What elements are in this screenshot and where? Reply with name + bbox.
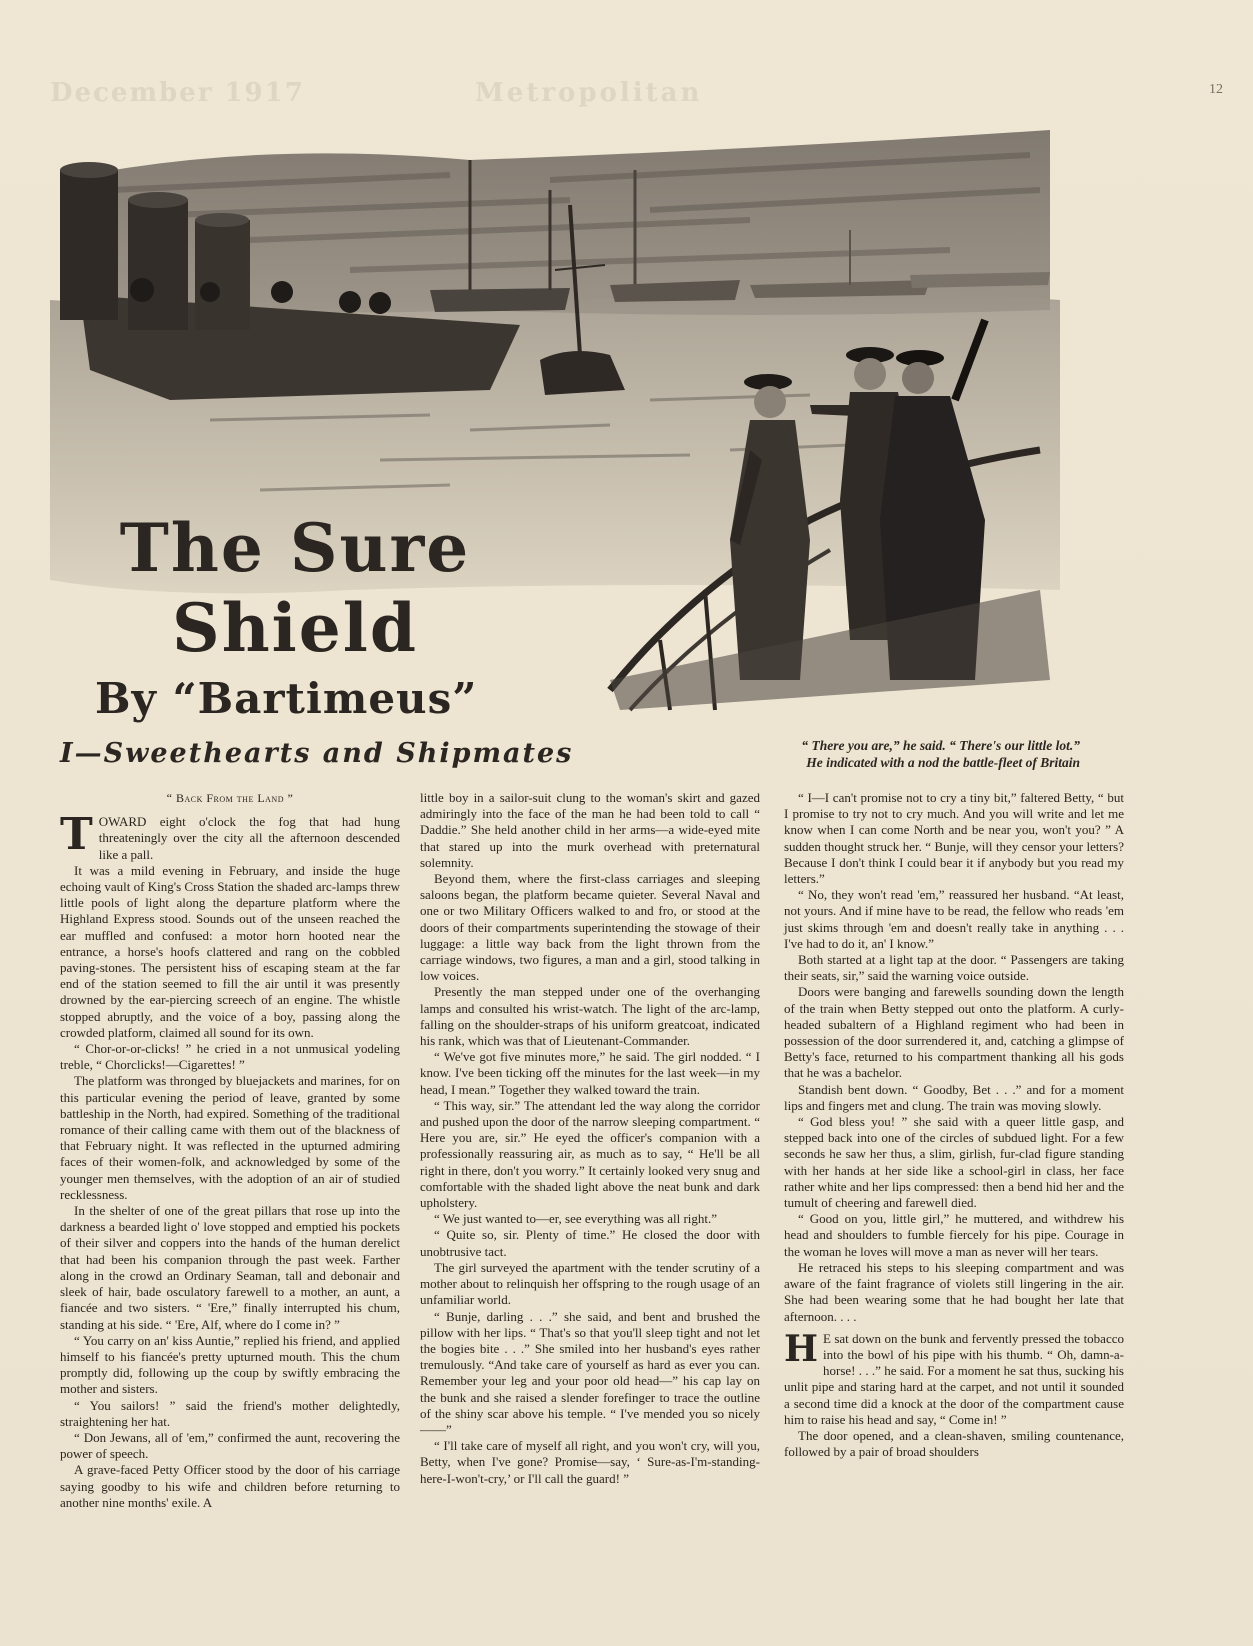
paragraph: “ You carry on an' kiss Auntie,” replied his friend, and applied himself to his fiancée's pretty upturned mouth. This the chum promptly did, following up the coup by swiftly embracing the mother and sisters. xyxy=(60,1332,400,1397)
paragraph: “ I—I can't promise not to cry a tiny bit,” faltered Betty, “ but I promise to try not to cry much. And you will write and let me know when I can come North and be near you, won't you? ” A sudden thought struck her. “ Bunje, will they censor your letters? Because I don't think I could bear it if anybody but you read my letters.” xyxy=(784,790,1124,887)
paragraph: The door opened, and a clean-shaven, smiling countenance, followed by a pair of broad shoulders xyxy=(784,1427,1124,1460)
paragraph: little boy in a sailor-suit clung to the woman's skirt and gazed admiringly into the face of the man he had been told to call “ Daddie.” She held another child in her arms—a wide-eyed mite that stared up into the murk overhead with preternatural solemnity. xyxy=(420,790,760,870)
funnel-2 xyxy=(128,200,188,330)
paragraph: “ No, they won't read 'em,” reassured her husband. “At least, not yours. And if mine have to be read, the fellow who reads 'em just skims through 'em and doesn't really take in anything . . . I've had to do it, an' I know.” xyxy=(784,887,1124,951)
paragraph: “ Don Jewans, all of 'em,” confirmed the aunt, recovering the power of speech. xyxy=(60,1429,400,1462)
ghost-date: December 1917 xyxy=(50,78,305,108)
paragraph: It was a mild evening in February, and inside the huge echoing vault of King's Cross Station the shaded arc-lamps threw little pools of light along the departure platform where the Highland Express stood. Sounds out of the unseen reached the ear muffled and confused: a motor horn hooted near the entrance, a horse's hoofs clattered and rang on the cobbled paving-stones. The persistent hiss of escaping steam at the far end of the station seemed to fill the air until it was presently drowned by the ear-piercing screech of an engine. The whistle stopped abruptly, and the voice of a boy, passing along the crowded platform, claimed all sound for its own. xyxy=(60,862,400,1040)
deck-shadow xyxy=(610,590,1050,710)
paragraph: H E sat down on the bunk and fervently pressed the tobacco into the bowl of his pipe with his thumb. “ Oh, damn-a-horse! . . .” he said. For a moment he sat thus, sucking his unlit pipe and staring hard at the carpet, and not until it sounded a second time did a knock at the door of the compartment cause him to raise his head and say, “ Come in! ” xyxy=(784,1327,1124,1427)
paragraph: A grave-faced Petty Officer stood by the door of his carriage saying goodby to his wife and children before returning to another nine months' exile. A xyxy=(60,1462,400,1510)
paragraph: “ Quite so, sir. Plenty of time.” He closed the door with unobtrusive tact. xyxy=(420,1227,760,1259)
illustration-caption xyxy=(700,737,1080,771)
paragraph: “ This way, sir.” The attendant led the way along the corridor and pushed upon the door of the narrow sleeping compartment. “ Here you are, sir.” He eyed the officer's companion with a professionally reassuring air, as much as to say, “ He'll be all right in there, don't you worry.” It certainly looked very snug and comfortable with the shaded light above the neat bunk and dark upholstery. xyxy=(420,1097,760,1211)
paragraph: The platform was thronged by bluejackets and marines, for on this particular evening the period of leave, granted by some battleship in the North, had expired. Something of the traditional romance of their calling came with them out of the blackness of that February night. It was reflected in the upturned admiring faces of their women-folk, and acknowledged by some of the younger men themselves, with the adoption of an air of studied recklessness. xyxy=(60,1073,400,1202)
paragraph: “ God bless you! ” she said with a queer little gasp, and stepped back into one of the circles of subdued light. For a few seconds he saw her thus, a slim, girlish, fur-clad figure standing with her hands at her side like a school-girl in class, her face rather white and her lips compressed: then a bend hid her and the tumult of cheering and farewell died. xyxy=(784,1114,1124,1211)
paragraph: Both started at a light tap at the door. “ Passengers are taking their seats, sir,” said the warning voice outside. xyxy=(784,952,1124,984)
paragraph: “ Good on you, little girl,” he muttered, and withdrew his head and shoulders to fumble fiercely for his pipe. Courage in the woman he loves will move a man as never will her tears. xyxy=(784,1211,1124,1259)
paragraph: In the shelter of one of the great pillars that rose up into the darkness a bearded light o' love stopped and emptied his pockets of their silver and coppers into the hands of the human derelict that had been his companion through the past week. Farther along in the crowd an Ordinary Seaman, tall and debonair and sleek of hair, bade osculatory farewell to a mother, an aunt, a fiancée and two sisters. “ 'Ere,” finally interrupted his chum, standing at his side. “ 'Ere, Alf, where do I come in? ” xyxy=(60,1203,400,1332)
funnel-3 xyxy=(195,220,250,330)
paragraph: “ We've got five minutes more,” he said. The girl nodded. “ I know. I've been ticking off the minutes for the last week—in my head, I mean.” Together they walked toward the train. xyxy=(420,1049,760,1097)
caption-line-1: “ There you are,” he said. “ There's our little lot.” xyxy=(801,738,1080,753)
section-heading: “ Back From the Land ” xyxy=(166,791,294,805)
chapter-subtitle: I—Sweethearts and Shipmates xyxy=(60,738,574,769)
paragraph: TOWARD eight o'clock the fog that had hung threateningly over the city all the afternoon descended like a pall. xyxy=(60,809,400,862)
paragraph: He retraced his steps to his sleeping compartment and was aware of the faint fragrance of violets still lingering in the air. She had been wearing some that he had bought her late that afternoon. . . . xyxy=(784,1259,1124,1324)
caption-line-2: He indicated with a nod the battle-fleet of Britain xyxy=(806,755,1080,770)
paragraph: Presently the man stepped under one of the overhanging lamps and consulted his wrist-watch. The light of the arc-lamp, falling on the shoulder-straps of his uniform greatcoat, indicated his rank, which was that of Lieutenant-Commander. xyxy=(420,984,760,1049)
paragraph: The girl surveyed the apartment with the tender scrutiny of a mother about to relinquish her offspring to the rough usage of an unfamiliar world. xyxy=(420,1259,760,1308)
funnel-1 xyxy=(60,170,118,320)
paragraph: “ Bunje, darling . . .” she said, and bent and brushed the pillow with her lips. “ That's so that you'll sleep tight and not let the bogies bite . . .” She smiled into her husband's eyes rather tremulously. “And take care of yourself as hard as ever you can. Remember your leg and your poor old head—” his cap lay on the bunk and she raised a slender forefinger to trace the outline of the shiny scar above his temple. “ I've mended you so nicely——” xyxy=(420,1308,760,1437)
article-body xyxy=(60,790,1130,1590)
title-line-2: Shield xyxy=(172,589,418,667)
paragraph: “ Chor-or-or-clicks! ” he cried in a not unmusical yodeling treble, “ Chorclicks!—Cigarettes! ” xyxy=(60,1041,400,1073)
distant-ship-1 xyxy=(430,288,570,312)
column-3 xyxy=(784,790,1124,1460)
paragraph: “ I'll take care of myself all right, and you won't cry, will you, Betty, when I've gone? Promise—say, ‘ Sure-as-I'm-standing-here-I-won't-cry,’ or I'll call the guard! ” xyxy=(420,1438,760,1486)
title-line-1: The Sure xyxy=(119,509,471,587)
byline: By “Bartimeus” xyxy=(95,674,478,723)
drop-cap: T xyxy=(60,809,93,861)
paragraph: “ You sailors! ” said the friend's mother delightedly, straightening her hat. xyxy=(60,1397,400,1429)
page-number: 12 xyxy=(1209,82,1223,97)
drop-cap: H xyxy=(784,1327,819,1370)
column-2 xyxy=(420,790,760,1487)
paragraph: Standish bent down. “ Goodby, Bet . . .” and for a moment lips and fingers met and clung. The train was moving slowly. xyxy=(784,1081,1124,1113)
paragraph: “ We just wanted to—er, see everything was all right.” xyxy=(434,1211,718,1227)
story-title xyxy=(95,508,495,668)
ghost-masthead: Metropolitan xyxy=(475,78,703,108)
paragraph: Doors were banging and farewells sounding down the length of the train when Betty stepped out onto the platform. A curly-headed subaltern of a Highland regiment who had been in possession of the door surrendered it, and, catching a glimpse of Betty's face, returned to his compartment thanking all his gods that he was a bachelor. xyxy=(784,984,1124,1081)
column-1 xyxy=(60,790,400,1511)
paragraph: Beyond them, where the first-class carriages and sleeping saloons began, the platform became quieter. Several Naval and one or two Military Officers walked to and fro, or stood at the doors of their compartments superintending the stowage of their luggage: a little way back from the light thrown from the carriage windows, two figures, a man and a girl, stood talking in low voices. xyxy=(420,871,760,984)
